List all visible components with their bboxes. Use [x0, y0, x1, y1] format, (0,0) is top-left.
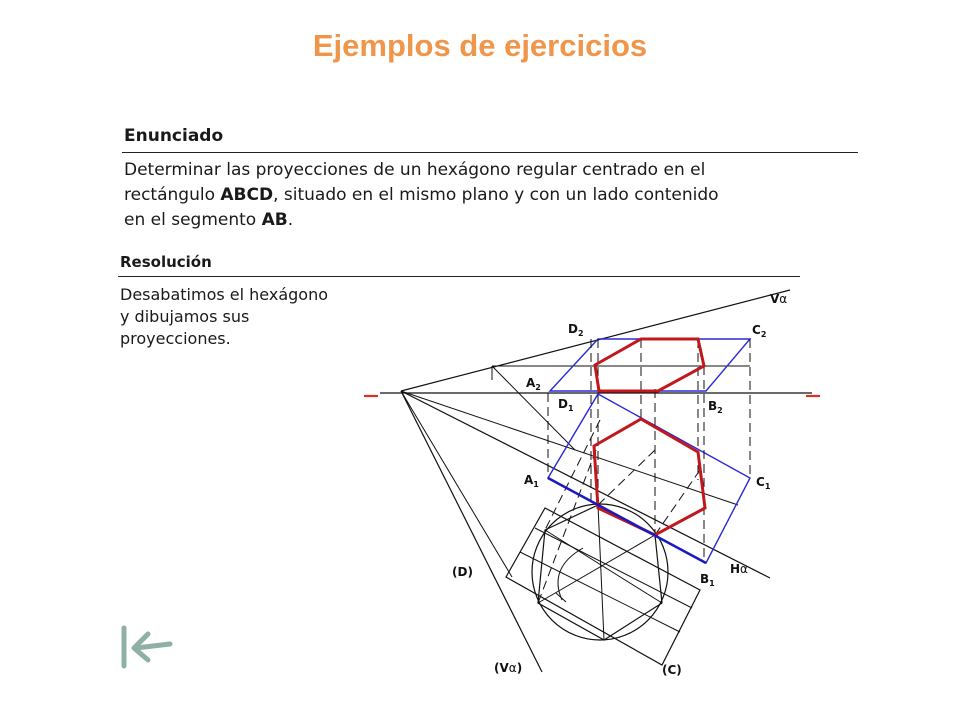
rotation-arrow — [556, 593, 566, 602]
enunciado-heading: Enunciado — [124, 126, 224, 146]
label-h-alpha: Hα — [730, 562, 748, 576]
rectangle-horizontal-projection — [548, 394, 750, 563]
v-alpha-rabatido-trace — [401, 391, 542, 672]
rectangle-rabatido — [506, 508, 700, 665]
page-title: Ejemplos de ejercicios — [312, 28, 648, 63]
label-c2: $C_2$ — [752, 323, 767, 339]
back-to-start-button[interactable] — [118, 624, 178, 670]
resolucion-heading: Resolución — [120, 253, 212, 271]
label-d-rabatido: (D) — [452, 565, 473, 579]
circumscribed-circle — [532, 504, 668, 640]
hexagon-diagonal-2 — [598, 505, 604, 640]
label-d2: $D_2$ — [568, 322, 584, 338]
dashed-construction-lines — [538, 339, 750, 603]
resolucion-line-2: y dibujamos sus — [120, 307, 250, 326]
enunciado-line-1: Determinar las proyecciones de un hexágono regular centrado en el — [124, 160, 706, 180]
back-to-start-arrow-icon — [118, 624, 178, 670]
hexagon-rabatido — [538, 505, 662, 640]
label-c-rabatido: (C) — [662, 663, 682, 677]
label-c1: $C_1$ — [756, 475, 771, 491]
label-b1: $B_1$ — [700, 572, 715, 588]
enunciado-line-3: en el segmento AB. — [124, 210, 294, 230]
resolucion-line-1: Desabatimos el hexágono — [120, 285, 329, 304]
enunciado-line-2: rectángulo ABCD, situado en el mismo plano y con un lado contenido — [124, 185, 719, 205]
label-a1: $A_1$ — [524, 473, 539, 489]
label-v-alpha: Vα — [770, 292, 788, 306]
hexagon-vertical-projection — [595, 339, 704, 391]
label-a2: $A_2$ — [526, 376, 541, 392]
label-v-alpha-rabatido: (Vα) — [494, 661, 523, 675]
hexagon-diagonal-3 — [538, 535, 655, 603]
label-d1: $D_1$ — [558, 397, 574, 413]
rotation-arc — [558, 548, 583, 600]
rectangle-vertical-projection — [550, 339, 750, 391]
resolucion-line-3: proyecciones. — [120, 329, 231, 348]
label-b2: $B_2$ — [708, 399, 723, 415]
